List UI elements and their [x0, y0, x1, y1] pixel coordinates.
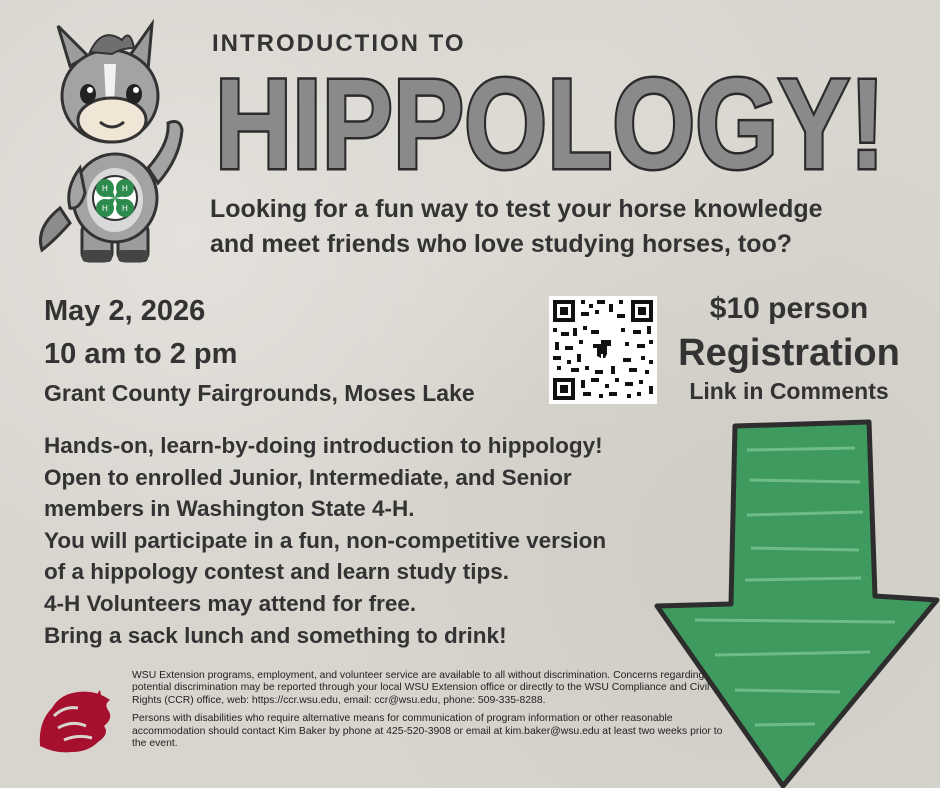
details-line: Hands-on, learn-by-doing introduction to hippology!	[44, 433, 603, 458]
details-line: members in Washington State 4-H.	[44, 496, 415, 522]
svg-text:H: H	[102, 184, 108, 193]
svg-text:H: H	[122, 184, 128, 193]
details-line: 4-H Volunteers may attend for free.	[44, 590, 417, 616]
event-time: 10 am to 2 pm	[44, 338, 238, 370]
details-line: of a hippology contest and learn study tips.	[44, 559, 510, 585]
event-location: Grant County Fairgrounds, Moses Lake	[44, 380, 475, 406]
footer-disclaimer	[132, 670, 732, 756]
registration-heading: Registration	[678, 332, 900, 374]
donkey-mascot-icon	[30, 18, 190, 268]
nondiscrimination-statement: WSU Extension programs, employment, and volunteer service are available to all without discrimination. Concerns regarding potential discrimination may be reported through your local WSU Extension office or directly to the WSU Compliance and Civil Rights (CCR) office, web: https://ccr.wsu.edu, email: ccr@wsu.edu, phone: 509-335-8288.	[132, 670, 710, 706]
tagline-line: Looking for a fun way to test your horse knowledge	[210, 195, 823, 223]
wsu-cougar-logo-icon	[34, 686, 118, 756]
accommodation-statement: Persons with disabilities who require alternative means for communication of program information or other reasonable accommodation should contact Kim Baker by phone at 425-520-3908 or email at kim.baker@wsu.edu at least two weeks prior to the event.	[132, 713, 723, 750]
event-details	[44, 430, 734, 651]
registration-link-note: Link in Comments	[689, 378, 889, 404]
tagline	[210, 192, 920, 262]
details-line: Bring a sack lunch and something to drink!	[44, 622, 507, 648]
page-title: HIPPOLOGY!	[215, 53, 885, 196]
qr-code-icon[interactable]	[549, 296, 657, 404]
details-line: You will participate in a fun, non-competitive version	[44, 527, 607, 553]
price-text: $10 person	[709, 292, 869, 325]
tagline-line: and meet friends who love studying horses, too?	[210, 230, 793, 258]
svg-text:H: H	[102, 204, 108, 213]
svg-text:H: H	[122, 204, 128, 213]
details-line: Open to enrolled Junior, Intermediate, and Senior	[44, 464, 572, 490]
event-date: May 2, 2026	[44, 295, 206, 327]
intro-heading: INTRODUCTION TO	[212, 30, 466, 57]
4h-clover-icon	[93, 176, 137, 220]
title-wordmark	[205, 53, 895, 196]
